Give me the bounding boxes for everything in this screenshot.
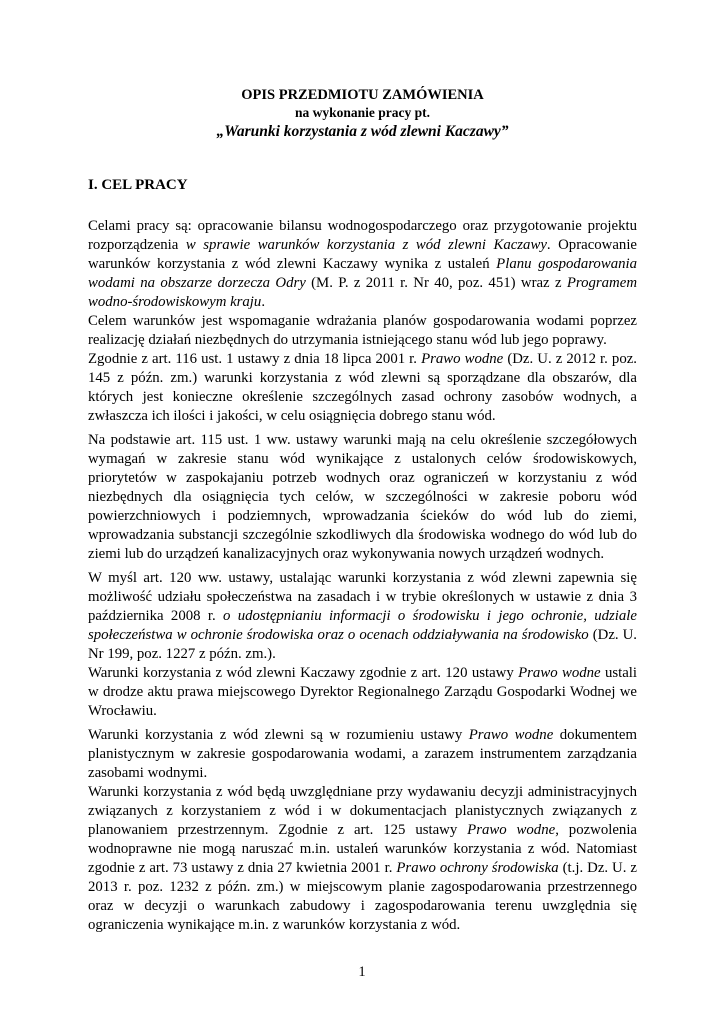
document-title xyxy=(88,86,637,142)
paragraph-5: W myśl art. 120 ww. ustawy, ustalając warunki korzystania z wód zlewni zapewnia się możliwość udziału społeczeństwa na zasadach i w trybie określonych w ustawie z dnia 3 października 2008 r. o udostępnianiu informacji o środowisku i jego ochronie, udziale społeczeństwa w ochronie środowiska oraz o ocenach oddziaływania na środowisko (Dz. U. Nr 199, poz. 1227 z późn. zm.). xyxy=(88,570,638,662)
paragraph-8: Warunki korzystania z wód będą uwzględniane przy wydawaniu decyzji administracyjnych związanych z korzystaniem z wód i w dokumentacjach planistycznych związanych z planowaniem przestrzennym. Zgodnie z art. 125 ustawy Prawo wodne, pozwolenia wodnoprawne nie mogą naruszać m.in. ustaleń warunków korzystania z wód. Natomiast zgodnie z art. 73 ustawy z dnia 27 kwietnia 2001 r. Prawo ochrony środowiska (t.j. Dz. U. z 2013 r. poz. 1232 z późn. zm.) w miejscowym planie zagospodarowania przestrzennego oraz w decyzji o warunkach zabudowy i zagospodarowania terenu uwzględnia się ograniczenia wynikające m.in. z warunków korzystania z wód. xyxy=(88,784,637,933)
document-page xyxy=(88,86,637,935)
title-line-1: OPIS PRZEDMIOTU ZAMÓWIENIA xyxy=(241,87,484,103)
paragraph-7: Warunki korzystania z wód zlewni są w rozumieniu ustawy Prawo wodne dokumentem planistycznym w zakresie gospodarowania wodami, a zarazem instrumentem zarządzania zasobami wodnymi. xyxy=(88,727,637,781)
title-line-3: „Warunki korzystania z wód zlewni Kaczawy” xyxy=(216,123,509,140)
paragraph-6: Warunki korzystania z wód zlewni Kaczawy zgodnie z art. 120 ustawy Prawo wodne ustali w drodze aktu prawa miejscowego Dyrektor Regionalnego Zarządu Gospodarki Wodnej we Wrocławiu. xyxy=(88,665,638,719)
paragraph-2: Celem warunków jest wspomaganie wdrażania planów gospodarowania wodami poprzez realizację działań niezbędnych do utrzymania istniejącego stanu wód lub jego poprawy. xyxy=(88,313,637,348)
section-heading: I. CEL PRACY xyxy=(88,177,188,193)
paragraph-1: Celami pracy są: opracowanie bilansu wodnogospodarczego oraz przygotowanie projektu rozporządzenia w sprawie warunków korzystania z wód zlewni Kaczawy. Opracowanie warunków korzystania z wód zlewni Kaczawy wynika z ustaleń Planu gospodarowania wodami na obszarze dorzecza Odry (M. P. z 2011 r. Nr 40, poz. 451) wraz z Programem wodno-środowiskowym kraju. xyxy=(88,218,637,310)
page-number: 1 xyxy=(358,964,366,980)
paragraph-3: Zgodnie z art. 116 ust. 1 ustawy z dnia 18 lipca 2001 r. Prawo wodne (Dz. U. z 2012 r. poz. 145 z późn. zm.) warunki korzystania z wód zlewni są sporządzane dla obszarów, dla których jest konieczne określenie szczególnych zasad ochrony zasobów wodnych, a zwłaszcza ich ilości i jakości, w celu osiągnięcia dobrego stanu wód. xyxy=(88,351,637,424)
title-line-2: na wykonanie pracy pt. xyxy=(294,105,431,120)
paragraph-4: Na podstawie art. 115 ust. 1 ww. ustawy warunki mają na celu określenie szczegółowych wymagań w zakresie stanu wód wynikające z ustalonych celów środowiskowych, priorytetów w zaspokajaniu potrzeb wodnych oraz ograniczeń w korzystaniu z wód niezbędnych dla osiągnięcia tych celów, w szczególności w zakresie poboru wód powierzchniowych i podziemnych, wprowadzania ścieków do wód lub do ziemi, wprowadzania substancji szczególnie szkodliwych dla środowiska wodnego do wód lub do ziemi lub do urządzeń kanalizacyjnych oraz wykonywania nowych urządzeń wodnych. xyxy=(88,432,637,562)
